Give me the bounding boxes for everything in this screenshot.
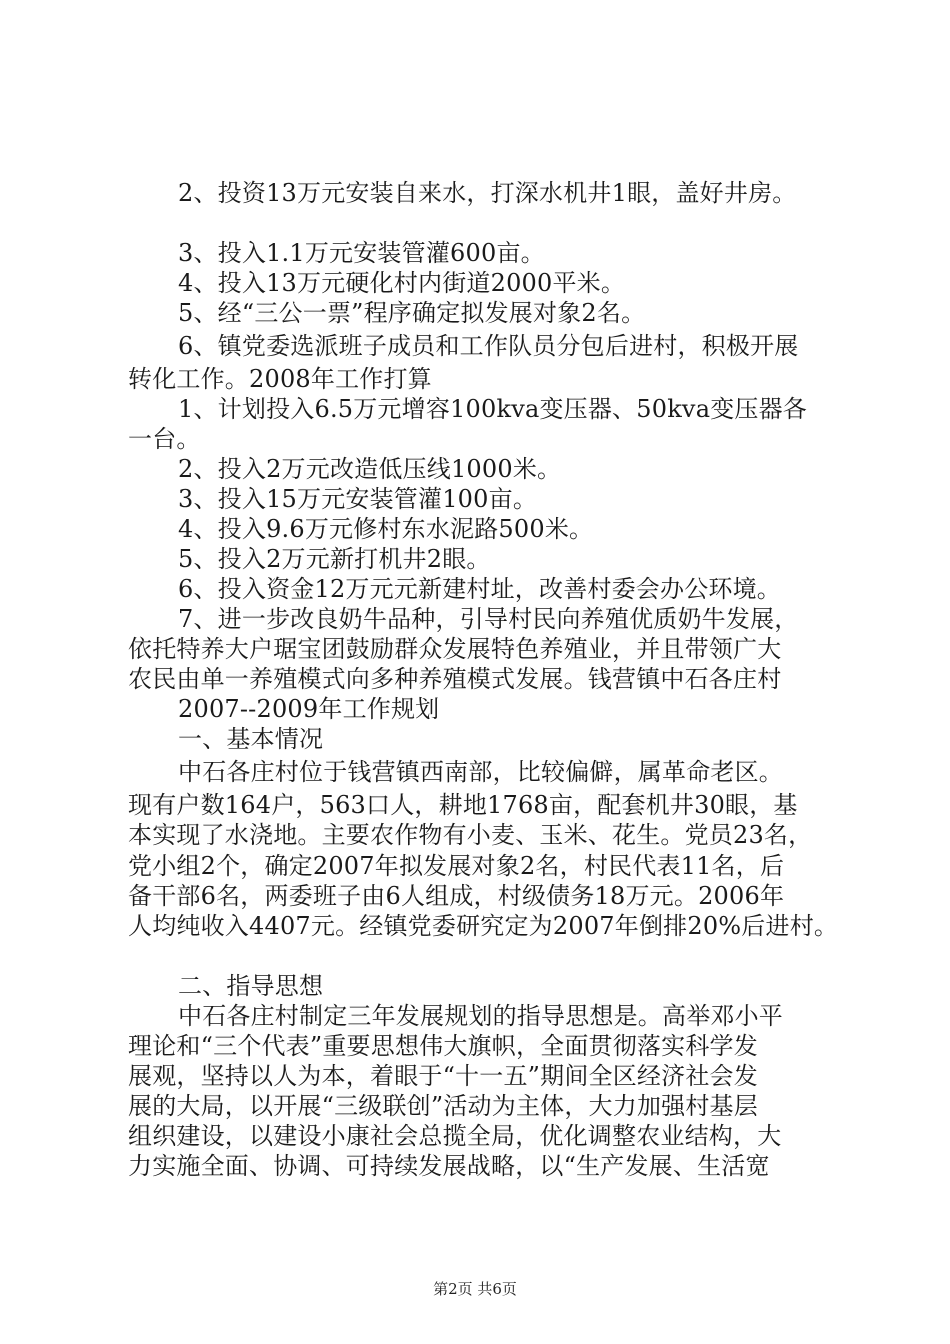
text-line-14: 7、进一步改良奶牛品种，引导村民向养殖优质奶牛发展， [178, 605, 799, 633]
text-line-21: 本实现了水浇地。主要农作物有小麦、玉米、花生。党员23名， [128, 821, 813, 849]
text-line-9: 2、投入2万元改造低压线1000米。 [178, 455, 562, 483]
text-line-7: 1、计划投入6.5万元增容100kva变压器、50kva变压器各 [178, 395, 808, 423]
text-line-8: 一台。 [128, 425, 201, 453]
text-line-28: 展观，坚持以人为本，着眼于“十一五”期间全区经济社会发 [128, 1062, 758, 1090]
text-line-30: 组织建设，以建设小康社会总揽全局，优化调整农业结构，大 [128, 1122, 782, 1150]
text-line-15: 依托特养大户琚宝团鼓励群众发展特色养殖业，并且带领广大 [128, 635, 782, 663]
text-line-24: 人均纯收入4407元。经镇党委研究定为2007年倒排20%后进村。 [128, 912, 839, 940]
text-line-17: 2007--2009年工作规划 [178, 695, 440, 723]
text-line-6: 转化工作。2008年工作打算 [128, 365, 432, 393]
text-line-20: 现有户数164户，563口人，耕地1768亩，配套机井30眼，基 [128, 791, 798, 819]
text-line-12: 5、投入2万元新打机井2眼。 [178, 545, 491, 573]
text-line-27: 理论和“三个代表”重要思想伟大旗帜，全面贯彻落实科学发 [128, 1032, 758, 1060]
text-line-23: 备干部6名，两委班子由6人组成，村级债务18万元。2006年 [128, 882, 785, 910]
text-line-10: 3、投入15万元安装管灌100亩。 [178, 485, 538, 513]
text-line-22: 党小组2个，确定2007年拟发展对象2名，村民代表11名，后 [128, 852, 785, 880]
text-line-26: 中石各庄村制定三年发展规划的指导思想是。高举邓小平 [178, 1002, 783, 1030]
text-line-3: 4、投入13万元硬化村内街道2000平米。 [178, 269, 626, 297]
text-line-31: 力实施全面、协调、可持续发展战略，以“生产发展、生活宽 [128, 1152, 770, 1180]
text-line-25: 二、指导思想 [178, 972, 324, 1000]
text-line-2: 3、投入1.1万元安装管灌600亩。 [178, 239, 545, 267]
text-line-1: 2、投资13万元安装自来水，打深水机井1眼，盖好井房。 [178, 179, 797, 207]
text-line-18: 一、基本情况 [178, 725, 324, 753]
text-line-13: 6、投入资金12万元元新建村址，改善村委会办公环境。 [178, 575, 782, 603]
text-line-5: 6、镇党委选派班子成员和工作队员分包后进村，积极开展 [178, 332, 799, 360]
text-line-11: 4、投入9.6万元修村东水泥路500米。 [178, 515, 594, 543]
text-line-16: 农民由单一养殖模式向多种养殖模式发展。钱营镇中石各庄村 [128, 665, 782, 693]
text-line-29: 展的大局，以开展“三级联创”活动为主体，大力加强村基层 [128, 1092, 758, 1120]
text-line-4: 5、经“三公一票”程序确定拟发展对象2名。 [178, 299, 646, 327]
text-line-19: 中石各庄村位于钱营镇西南部，比较偏僻，属革命老区。 [178, 758, 783, 786]
page-number-footer: 第2页 共6页 [433, 1280, 517, 1298]
